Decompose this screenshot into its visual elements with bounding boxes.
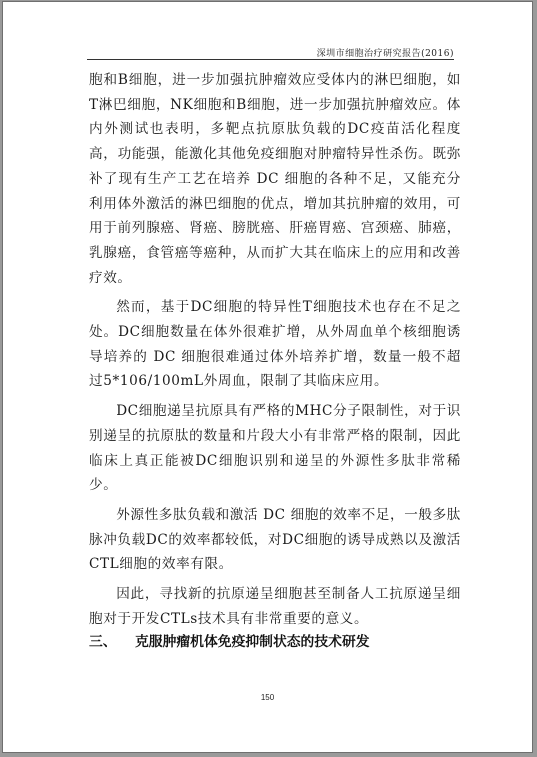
- running-header: 深圳市细胞治疗研究报告(2016): [316, 49, 454, 59]
- paragraph: 因此，寻找新的抗原递呈细胞甚至制备人工抗原递呈细胞对于开发CTLs技术具有非常重要的意义。: [89, 586, 461, 627]
- section-number: 三、: [89, 634, 117, 650]
- paragraph: DC细胞递呈抗原具有严格的MHC分子限制性，对于识别递呈的抗原肽的数量和片段大小有非常严格的限制，因此临床上真正能被DC细胞识别和递呈的外源性多肽非常稀少。: [89, 403, 461, 494]
- body-text: [89, 68, 461, 636]
- paragraph: 外源性多肽负载和激活 DC 细胞的效率不足，一般多肽脉冲负载DC的效率都较低，对DC细胞的诱导成熟以及激活CTL细胞的效率有限。: [89, 506, 461, 573]
- page-number: 150: [260, 693, 275, 702]
- section-title: 克服肿瘤机体免疫抑制状态的技术研发: [135, 634, 370, 650]
- paragraph-continued: 胞和B细胞，进一步加强抗肿瘤效应受体内的淋巴细胞，如T淋巴细胞，NK细胞和B细胞，进一步加强抗肿瘤效应。体内外测试也表明，多靶点抗原肽负载的DC疫苗活化程度高，功能强，能激化其他免疫细胞对肿瘤特异性杀伤。既弥补了现有生产工艺在培养 DC 细胞的各种不足，又能充分利用体外激活的淋巴细胞的优点，增加其抗肿瘤的效用，可用于前列腺癌、肾癌、膀胱癌、肝癌胃癌、宫颈癌、肺癌，乳腺癌，食管癌等癌种，从而扩大其在临床上的应用和改善疗效。: [89, 72, 461, 286]
- section-heading: [89, 630, 370, 650]
- document-page: [2, 1, 533, 753]
- paragraph: 然而，基于DC细胞的特异性T细胞技术也存在不足之处。DC细胞数量在体外很难扩增，从外周血单个核细胞诱导培养的 DC 细胞很难通过体外培养扩增，数量一般不超过5*106/100mL外周血，限制了其临床应用。: [89, 299, 461, 390]
- header-divider: [87, 59, 454, 60]
